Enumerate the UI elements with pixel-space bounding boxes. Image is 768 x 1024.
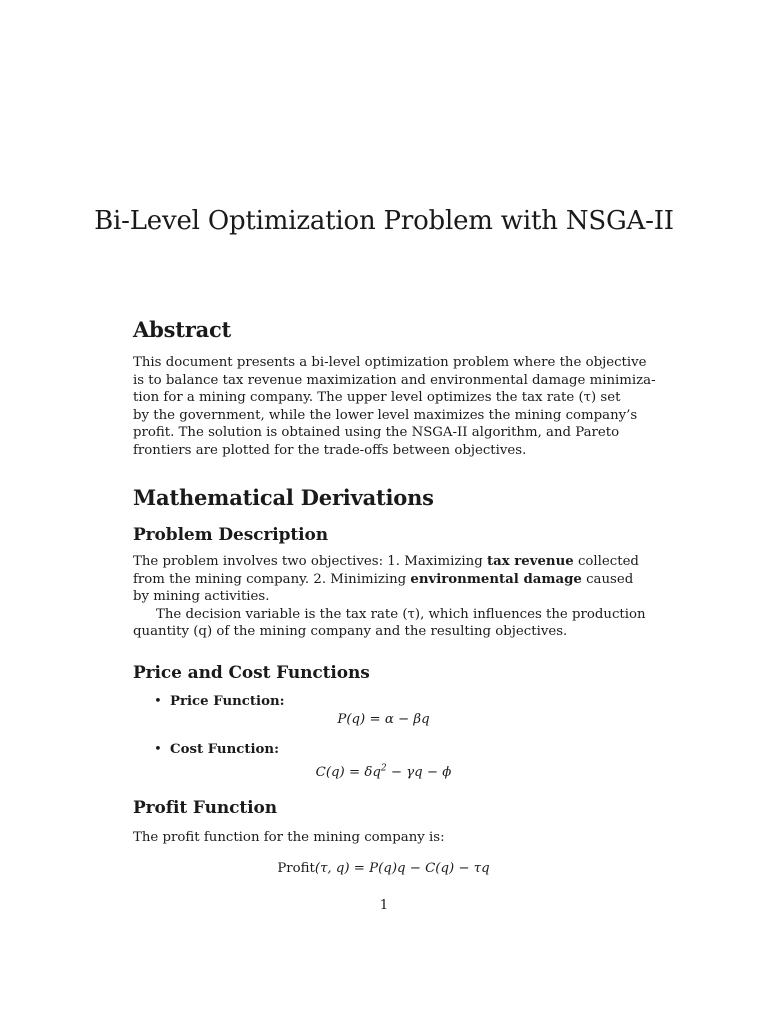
abstract-heading: Abstract [133,317,232,342]
abstract-line: tion for a mining company. The upper level optimizes the tax rate (τ) set [133,390,621,406]
price-function-item [154,693,285,711]
price-equation: P(q) = α − βq [337,712,430,727]
problem-line: by mining activities. [133,589,270,605]
profit-equation: Profit(τ, q) = P(q)q − C(q) − τq [277,861,490,876]
price-function-label: Price Function: [170,694,285,709]
cost-equation: $C(q) = \delta q^2 - \gamma q - \phi$ [315,764,452,781]
price-cost-heading: Price and Cost Functions [133,663,370,683]
problem-line: from the mining company. 2. Minimizing environmental damage caused [133,571,634,587]
abstract-line: frontiers are plotted for the trade-offs between objectives. [133,442,527,458]
bullet-icon: • [154,694,162,709]
abstract-line: is to balance tax revenue maximization and environmental damage minimiza- [133,372,656,388]
document-title: Bi-Level Optimization Problem with NSGA-II [94,206,674,236]
profit-function-text: The profit function for the mining company is: [133,830,445,845]
problem-line: The decision variable is the tax rate (τ), which influences the production [156,606,646,622]
abstract-line: by the government, while the lower level maximizes the mining company’s [133,407,638,423]
page-number: 1 [379,898,389,913]
profit-function-heading: Profit Function [133,798,277,818]
math-derivations-heading: Mathematical Derivations [133,485,434,510]
problem-line: quantity (q) of the mining company and the resulting objectives. [133,624,568,640]
abstract-line: This document presents a bi-level optimization problem where the objective [133,355,647,370]
environmental-damage-emphasis: environmental damage [410,571,582,587]
abstract-line: profit. The solution is obtained using the NSGA-II algorithm, and Pareto [133,425,620,441]
cost-function-item [154,741,279,759]
abstract-body [133,354,656,460]
tax-revenue-emphasis: tax revenue [486,554,574,569]
bullet-icon: • [154,742,162,757]
problem-description-heading: Problem Description [133,525,329,545]
cost-function-label: Cost Function: [170,742,279,757]
problem-description-body [133,553,646,641]
problem-line: The problem involves two objectives: 1. Maximizing tax revenue collected [133,554,639,569]
